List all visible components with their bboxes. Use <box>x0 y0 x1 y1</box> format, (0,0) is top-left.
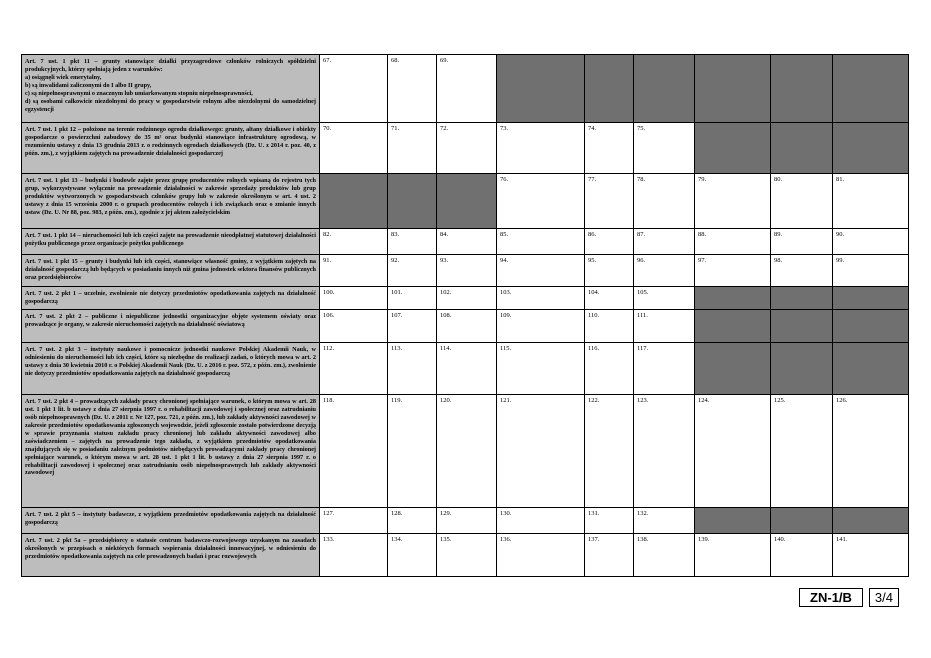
entry-cell[interactable] <box>585 287 634 310</box>
cell-number: 134. <box>391 536 403 543</box>
entry-cell[interactable] <box>634 395 695 508</box>
entry-cell[interactable] <box>388 508 437 534</box>
cell-number: 111. <box>637 312 648 319</box>
blocked-cell <box>695 55 771 123</box>
cell-number: 93. <box>440 257 449 264</box>
entry-cell[interactable] <box>437 123 497 174</box>
cell-number: 98. <box>774 257 783 264</box>
blocked-cell <box>833 287 909 310</box>
cell-number: 115. <box>500 345 512 352</box>
row-label-line: Art. 7 ust. 1 pkt 13 – budynki i budowle zajęte przez grupę producentów rolnych wpisaną do rejestru tych grup, wykorzystywane wyłącznie na prowadzenie działalności w zakresie sprzedaży produktów lub grup produktów wytworzonych w gospodarstwach członków grupy lub w zakresie określonym w art. 4 ust. 2 ustawy z dnia 15 września 2000 r. o grupach producentów rolnych i ich związkach oraz o zmianie innych ustaw (Dz. U. Nr 88, poz. 983, z późn. zm.), zgodnie z jej aktem założycielskim <box>25 177 316 216</box>
row-label-line: Art. 7 ust. 2 pkt 5 – instytuty badawcze, z wyjątkiem przedmiotów opodatkowania zajętych na działalność gospodarczą <box>25 511 316 526</box>
entry-cell[interactable] <box>634 255 695 287</box>
cell-number: 81. <box>836 176 845 183</box>
blocked-cell <box>833 343 909 395</box>
cell-number: 123. <box>637 397 649 404</box>
blocked-cell <box>497 55 585 123</box>
cell-number: 140. <box>774 536 786 543</box>
cell-number: 72. <box>440 125 449 132</box>
cell-number: 71. <box>391 125 400 132</box>
cell-number: 69. <box>440 57 449 64</box>
cell-number: 104. <box>588 289 600 296</box>
blocked-cell <box>771 287 833 310</box>
entry-cell[interactable] <box>833 229 909 255</box>
cell-number: 91. <box>323 257 332 264</box>
cell-number: 137. <box>588 536 600 543</box>
entry-cell[interactable] <box>320 55 388 123</box>
blocked-cell <box>833 310 909 343</box>
cell-number: 109. <box>500 312 512 319</box>
cell-number: 73. <box>500 125 509 132</box>
row-label <box>22 508 320 534</box>
cell-number: 114. <box>440 345 452 352</box>
entry-cell[interactable] <box>585 343 634 395</box>
blocked-cell <box>695 123 771 174</box>
row-label-line: Art. 7 ust. 1 pkt 14 – nieruchomości lub ich części zajęte na prowadzenie nieodpłatnej statutowej działalności pożytku publicznego przez organizacje pożytku publicznego <box>25 232 316 247</box>
row-label-line: d) są osobami całkowicie niezdolnymi do pracy w gospodarstwie rolnym albo niezdolnymi do samodzielnej egzystencji <box>25 97 316 113</box>
entry-cell[interactable] <box>634 123 695 174</box>
cell-number: 97. <box>698 257 707 264</box>
cell-number: 99. <box>836 257 845 264</box>
entry-cell[interactable] <box>320 508 388 534</box>
row-label <box>22 229 320 255</box>
entry-cell[interactable] <box>833 534 909 577</box>
table-row <box>22 287 909 310</box>
entry-cell[interactable] <box>388 395 437 508</box>
row-label-line: Art. 7 ust. 2 pkt 1 – uczelnie, zwolnienie nie dotyczy przedmiotów opodatkowania zajętych na działalność gospodarczą <box>25 290 316 305</box>
entry-cell[interactable] <box>771 174 833 229</box>
entry-cell[interactable] <box>695 255 771 287</box>
cell-number: 87. <box>637 231 646 238</box>
cell-number: 139. <box>698 536 710 543</box>
row-label <box>22 287 320 310</box>
entry-cell[interactable] <box>437 287 497 310</box>
entry-cell[interactable] <box>497 123 585 174</box>
cell-number: 92. <box>391 257 400 264</box>
entry-cell[interactable] <box>320 229 388 255</box>
entry-cell[interactable] <box>634 310 695 343</box>
blocked-cell <box>695 508 771 534</box>
cell-number: 85. <box>500 231 509 238</box>
row-label-line: Art. 7 ust. 2 pkt 3 – instytuty naukowe i pomocnicze jednostki naukowe Polskiej Akademii Nauk, w odniesieniu do nieruchomości lub ich części, które są niezbędne do realizacji zadań, o których mowa w art. 2 ustawy z dnia 30 kwietnia 2010 r. o Polskiej Akademii Nauk (Dz. U. z 2016 r. poz. 572, z późn. zm.), zwolnienie nie dotyczy przedmiotów opodatkowania zajętych na działalność gospodarczą <box>25 346 316 377</box>
entry-cell[interactable] <box>771 534 833 577</box>
table-row <box>22 123 909 174</box>
cell-number: 124. <box>698 397 710 404</box>
entry-cell[interactable] <box>771 229 833 255</box>
cell-number: 77. <box>588 176 597 183</box>
entry-cell[interactable] <box>320 123 388 174</box>
blocked-cell <box>695 310 771 343</box>
row-label-line: Art. 7 ust. 1 pkt 11 – grunty stanowiące działki przyzagrodowe członków rolniczych spółdzielni produkcyjnych, którzy spełniają jeden z warunków: <box>25 58 316 73</box>
entry-cell[interactable] <box>320 343 388 395</box>
entry-cell[interactable] <box>320 534 388 577</box>
entry-cell[interactable] <box>437 55 497 123</box>
entry-cell[interactable] <box>437 534 497 577</box>
cell-number: 86. <box>588 231 597 238</box>
cell-number: 101. <box>391 289 403 296</box>
entry-cell[interactable] <box>585 310 634 343</box>
cell-number: 119. <box>391 397 403 404</box>
cell-number: 74. <box>588 125 597 132</box>
table-row <box>22 174 909 229</box>
blocked-cell <box>585 55 634 123</box>
cell-number: 96. <box>637 257 646 264</box>
blocked-cell <box>771 123 833 174</box>
row-label-line: Art. 7 ust. 1 pkt 15 – grunty i budynki lub ich części, stanowiące własność gminy, z wyjątkiem zajętych na działalność gospodarczą lub będących w posiadaniu innych niż gmina jednostek sektora finansów publicznych oraz przedsiębiorców <box>25 258 316 281</box>
cell-number: 67. <box>323 57 332 64</box>
cell-number: 136. <box>500 536 512 543</box>
exemptions-table <box>21 54 909 577</box>
entry-cell[interactable] <box>695 534 771 577</box>
cell-number: 103. <box>500 289 512 296</box>
cell-number: 88. <box>698 231 707 238</box>
cell-number: 130. <box>500 510 512 517</box>
cell-number: 106. <box>323 312 335 319</box>
entry-cell[interactable] <box>388 343 437 395</box>
cell-number: 125. <box>774 397 786 404</box>
table-row <box>22 310 909 343</box>
row-label <box>22 55 320 123</box>
entry-cell[interactable] <box>497 395 585 508</box>
cell-number: 129. <box>440 510 452 517</box>
row-label-line: Art. 7 ust. 2 pkt 5a – przedsiębiorcy o statusie centrum badawczo-rozwojowego uzyskanym na zasadach określonych w przepisach o niektórych formach wspierania działalności innowacyjnej, w odniesieniu do przedmiotów opodatkowania zajętych na cele prowadzonych badań i prac rozwojowych <box>25 537 316 560</box>
entry-cell[interactable] <box>497 229 585 255</box>
cell-number: 122. <box>588 397 600 404</box>
entry-cell[interactable] <box>634 229 695 255</box>
row-label-line: Art. 7 ust. 2 pkt 4 – prowadzących zakłady pracy chronionej spełniające warunek, o którym mowa w art. 28 ust. 1 pkt 1 lit. b ustawy z dnia 27 sierpnia 1997 r. o rehabilitacji zawodowej i społecznej oraz zatrudnianiu osób niepełnosprawnych (Dz. U. z 2011 r. Nr 127, poz. 721, z późn. zm.), lub zakłady aktywności zawodowej w zakresie przedmiotów opodatkowania zgłoszonych wojewodzie, jeżeli zgłoszenie zostało potwierdzone decyzją w sprawie przyznania statusu zakładu pracy chronionej lub zakładu aktywności zawodowej albo zaświadczeniem – zajętych na prowadzenie tego zakładu, z wyjątkiem przedmiotów opodatkowania znajdujących się w posiadaniu zależnym podmiotów niebędących prowadzącymi zakłady pracy chronionej spełniające warunek, o którym mowa w art. 28 ust. 1 pkt 1 lit. b ustawy z dnia 27 sierpnia 1997 r. o rehabilitacji zawodowej i społecznej oraz zatrudnianiu osób niepełnosprawnych lub zakłady aktywności zawodowej <box>25 398 316 477</box>
row-label <box>22 534 320 577</box>
cell-number: 112. <box>323 345 335 352</box>
row-label-line: a) osiągnęli wiek emerytalny, <box>25 73 102 81</box>
blocked-cell <box>771 55 833 123</box>
entry-cell[interactable] <box>388 310 437 343</box>
entry-cell[interactable] <box>497 534 585 577</box>
cell-number: 70. <box>323 125 332 132</box>
blocked-cell <box>320 174 388 229</box>
row-label <box>22 310 320 343</box>
cell-number: 107. <box>391 312 403 319</box>
row-label-line: c) są niepełnosprawnymi o znacznym lub umiarkowanym stopniu niepełnosprawności, <box>25 89 253 97</box>
entry-cell[interactable] <box>585 534 634 577</box>
entry-cell[interactable] <box>437 508 497 534</box>
entry-cell[interactable] <box>634 174 695 229</box>
entry-cell[interactable] <box>320 310 388 343</box>
cell-number: 80. <box>774 176 783 183</box>
cell-number: 128. <box>391 510 403 517</box>
entry-cell[interactable] <box>320 395 388 508</box>
entry-cell[interactable] <box>497 310 585 343</box>
blocked-cell <box>695 343 771 395</box>
cell-number: 75. <box>637 125 646 132</box>
entry-cell[interactable] <box>771 395 833 508</box>
cell-number: 138. <box>637 536 649 543</box>
cell-number: 90. <box>836 231 845 238</box>
table-row <box>22 343 909 395</box>
table-row <box>22 395 909 508</box>
row-label <box>22 174 320 229</box>
cell-number: 108. <box>440 312 452 319</box>
blocked-cell <box>771 310 833 343</box>
entry-cell[interactable] <box>437 395 497 508</box>
entry-cell[interactable] <box>585 395 634 508</box>
entry-cell[interactable] <box>437 255 497 287</box>
blocked-cell <box>437 174 497 229</box>
cell-number: 118. <box>323 397 335 404</box>
row-label <box>22 255 320 287</box>
cell-number: 117. <box>637 345 649 352</box>
entry-cell[interactable] <box>833 395 909 508</box>
cell-number: 76. <box>500 176 509 183</box>
entry-cell[interactable] <box>585 229 634 255</box>
entry-cell[interactable] <box>497 174 585 229</box>
entry-cell[interactable] <box>634 508 695 534</box>
form-code: ZN-1/B <box>799 588 863 607</box>
entry-cell[interactable] <box>437 310 497 343</box>
cell-number: 135. <box>440 536 452 543</box>
entry-cell[interactable] <box>388 534 437 577</box>
cell-number: 78. <box>637 176 646 183</box>
cell-number: 95. <box>588 257 597 264</box>
cell-number: 83. <box>391 231 400 238</box>
cell-number: 100. <box>323 289 335 296</box>
entry-cell[interactable] <box>634 343 695 395</box>
entry-cell[interactable] <box>634 287 695 310</box>
entry-cell[interactable] <box>497 255 585 287</box>
cell-number: 82. <box>323 231 332 238</box>
entry-cell[interactable] <box>497 508 585 534</box>
row-label-line: Art. 7 ust. 2 pkt 2 – publiczne i niepubliczne jednostki organizacyjne objęte systemem oświaty oraz prowadzące je organy, w zakresie nieruchomości zajętych na działalność oświatową <box>25 313 316 328</box>
entry-cell[interactable] <box>833 174 909 229</box>
row-label-line: b) są inwalidami zaliczonymi do I albo II grupy, <box>25 81 152 89</box>
cell-number: 110. <box>588 312 600 319</box>
entry-cell[interactable] <box>388 255 437 287</box>
row-label <box>22 395 320 508</box>
cell-number: 89. <box>774 231 783 238</box>
cell-number: 79. <box>698 176 707 183</box>
entry-cell[interactable] <box>388 287 437 310</box>
cell-number: 126. <box>836 397 848 404</box>
entry-cell[interactable] <box>585 174 634 229</box>
row-label <box>22 123 320 174</box>
blocked-cell <box>634 55 695 123</box>
entry-cell[interactable] <box>437 229 497 255</box>
row-label-line: Art. 7 ust. 1 pkt 12 – położone na terenie rodzinnego ogrodu działkowego: grunty, altany działkowe i obiekty gospodarcze o powierzchni zabudowy do 35 m² oraz budynki stanowiące infrastrukturę ogrodową, w rozumieniu ustawy z dnia 13 grudnia 2013 r. o rodzinnych ogrodach działkowych (Dz. U. z 2014 r. poz. 40, z późn. zm.), z wyjątkiem zajętych na prowadzenie działalności gospodarczej <box>25 126 316 157</box>
entry-cell[interactable] <box>320 255 388 287</box>
entry-cell[interactable] <box>634 534 695 577</box>
entry-cell[interactable] <box>695 229 771 255</box>
cell-number: 116. <box>588 345 600 352</box>
table-row <box>22 508 909 534</box>
entry-cell[interactable] <box>497 287 585 310</box>
table-row <box>22 55 909 123</box>
blocked-cell <box>771 508 833 534</box>
cell-number: 102. <box>440 289 452 296</box>
cell-number: 84. <box>440 231 449 238</box>
cell-number: 94. <box>500 257 509 264</box>
cell-number: 120. <box>440 397 452 404</box>
table-row <box>22 534 909 577</box>
footer <box>799 588 899 607</box>
entry-cell[interactable] <box>695 395 771 508</box>
cell-number: 141. <box>836 536 848 543</box>
entry-cell[interactable] <box>388 55 437 123</box>
entry-cell[interactable] <box>437 343 497 395</box>
cell-number: 113. <box>391 345 403 352</box>
cell-number: 131. <box>588 510 600 517</box>
entry-cell[interactable] <box>585 255 634 287</box>
entry-cell[interactable] <box>585 508 634 534</box>
entry-cell[interactable] <box>695 174 771 229</box>
blocked-cell <box>695 287 771 310</box>
table-row <box>22 229 909 255</box>
cell-number: 105. <box>637 289 649 296</box>
blocked-cell <box>771 343 833 395</box>
cell-number: 68. <box>391 57 400 64</box>
entry-cell[interactable] <box>833 255 909 287</box>
blocked-cell <box>833 55 909 123</box>
cell-number: 132. <box>637 510 649 517</box>
entry-cell[interactable] <box>585 123 634 174</box>
cell-number: 127. <box>323 510 335 517</box>
table-row <box>22 255 909 287</box>
blocked-cell <box>388 174 437 229</box>
cell-number: 133. <box>323 536 335 543</box>
page-number: 3/4 <box>869 588 899 607</box>
entry-cell[interactable] <box>320 287 388 310</box>
entry-cell[interactable] <box>388 229 437 255</box>
blocked-cell <box>833 508 909 534</box>
entry-cell[interactable] <box>388 123 437 174</box>
row-label <box>22 343 320 395</box>
entry-cell[interactable] <box>771 255 833 287</box>
cell-number: 121. <box>500 397 512 404</box>
entry-cell[interactable] <box>497 343 585 395</box>
blocked-cell <box>833 123 909 174</box>
